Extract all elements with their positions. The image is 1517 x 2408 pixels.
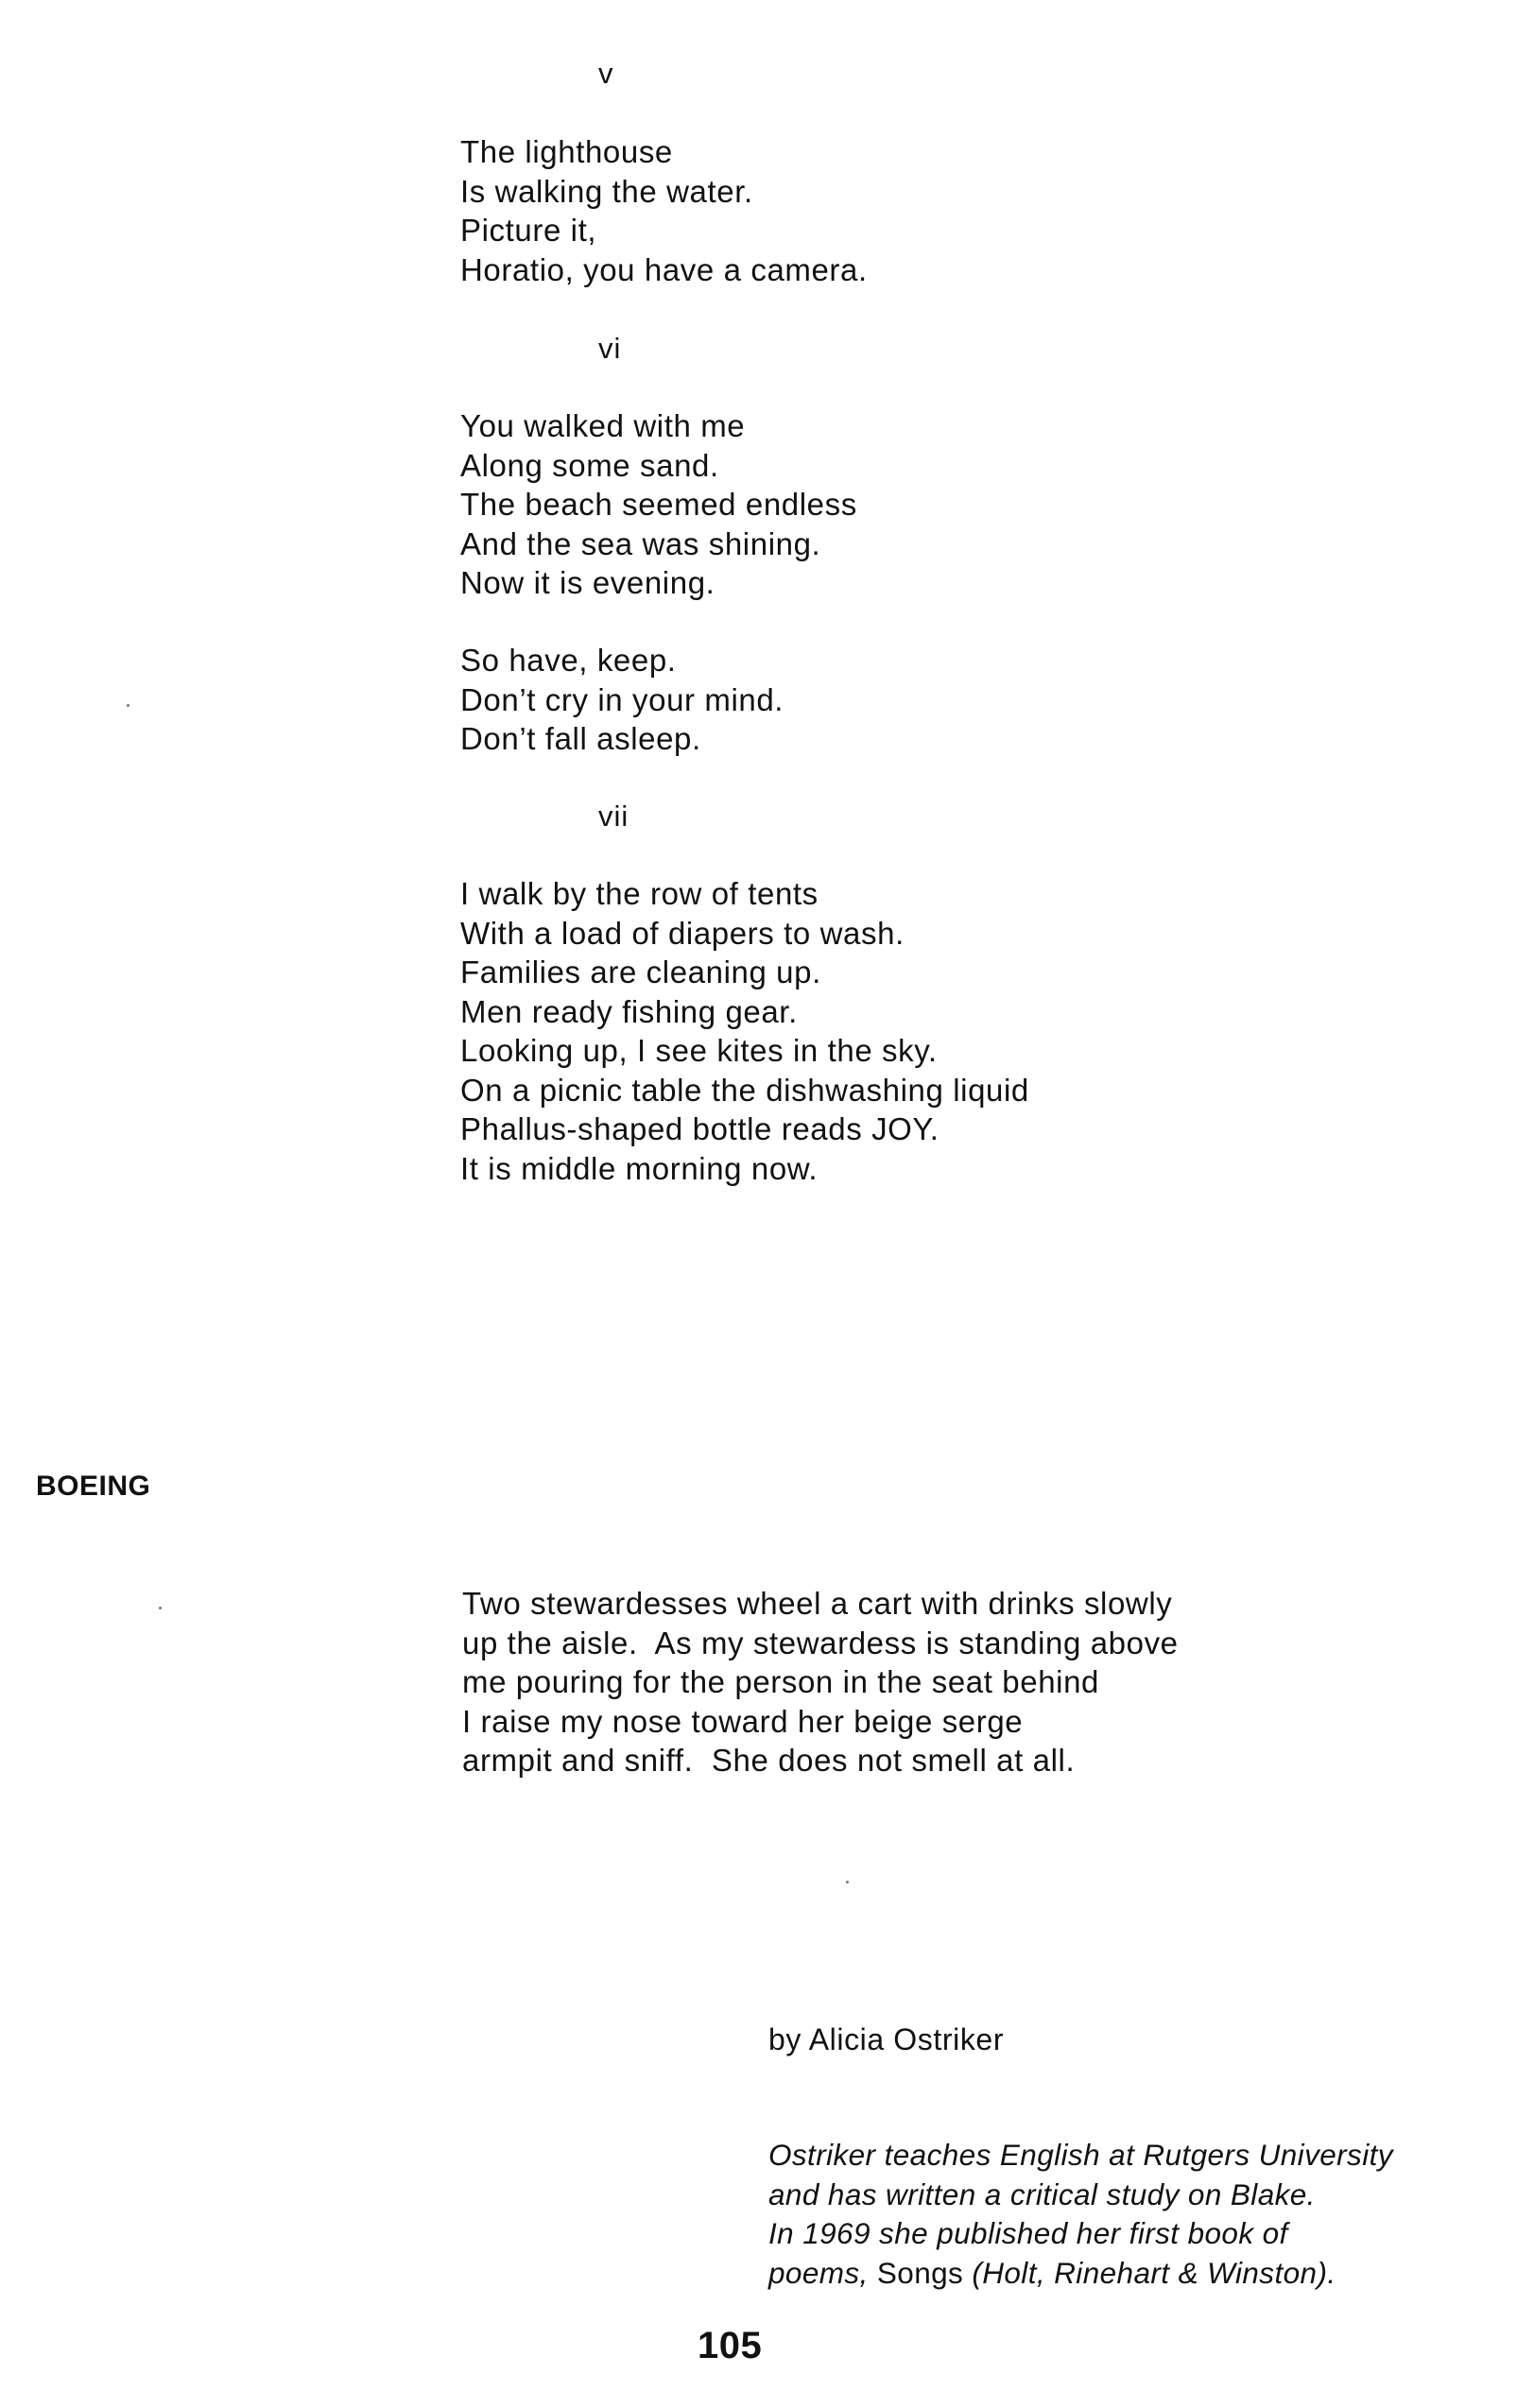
section-number-vi: vi (598, 332, 622, 365)
section-number-vii: vii (598, 800, 629, 833)
bio-line (768, 2254, 1393, 2294)
poem-line: Men ready fishing gear. (460, 993, 798, 1029)
poem-line: Along some sand. (460, 447, 719, 483)
stanza-v (460, 132, 868, 289)
poem-line: You walked with me (460, 408, 746, 443)
poem-line: Picture it, (460, 213, 597, 248)
poem-line: Don’t cry in your mind. (460, 681, 784, 717)
section-number-v: v (598, 57, 614, 90)
poem-title-boeing: BOEING (36, 1471, 151, 1502)
poem-line: Two stewardesses wheel a cart with drinks slowly (462, 1586, 1173, 1621)
scan-speck (846, 1881, 849, 1883)
bio-line: Ostriker teaches English at Rutgers University (768, 2138, 1393, 2172)
author-byline: by Alicia Ostriker (768, 2022, 1005, 2056)
stanza-vi-1 (460, 406, 857, 603)
poem-line: I walk by the row of tents (460, 876, 819, 911)
scan-speck (159, 1607, 162, 1609)
poem-boeing-body (462, 1584, 1179, 1780)
poem-line: me pouring for the person in the seat behind (462, 1664, 1099, 1699)
page-number: 105 (698, 2325, 763, 2366)
poem-line: And the sea was shining. (460, 525, 821, 561)
poem-line: Families are cleaning up. (460, 955, 821, 989)
poem-line: The beach seemed endless (460, 487, 857, 522)
poem-line: Is walking the water. (460, 173, 753, 209)
poem-line: Horatio, you have a camera. (460, 251, 868, 287)
poem-line: With a load of diapers to wash. (460, 915, 905, 951)
author-bio (768, 2136, 1393, 2293)
poem-line: I raise my nose toward her beige serge (462, 1703, 1024, 1739)
poem-line: Phallus-shaped bottle reads JOY. (460, 1111, 940, 1146)
poem-line: Looking up, I see kites in the sky. (460, 1033, 938, 1068)
scan-speck (127, 704, 129, 707)
book-title: Songs (876, 2255, 964, 2290)
poem-line: Don’t fall asleep. (460, 721, 701, 756)
poem-line: armpit and sniff. She does not smell at all. (462, 1743, 1076, 1778)
bio-line: and has written a critical study on Blake. (768, 2176, 1316, 2211)
poem-line: The lighthouse (460, 134, 673, 169)
bio-text: poems, (768, 2255, 869, 2290)
poem-line: Now it is evening. (460, 565, 715, 600)
poem-line: On a picnic table the dishwashing liquid (460, 1072, 1029, 1108)
poem-line: So have, keep. (460, 643, 677, 678)
bio-line: In 1969 she published her first book of (768, 2216, 1288, 2250)
bio-text: (Holt, Rinehart & Winston). (972, 2255, 1336, 2290)
poem-line: It is middle morning now. (460, 1150, 819, 1186)
stanza-vii (460, 874, 1029, 1188)
stanza-vi-2 (460, 641, 784, 759)
poem-line: up the aisle. As my stewardess is standing above (462, 1625, 1179, 1660)
